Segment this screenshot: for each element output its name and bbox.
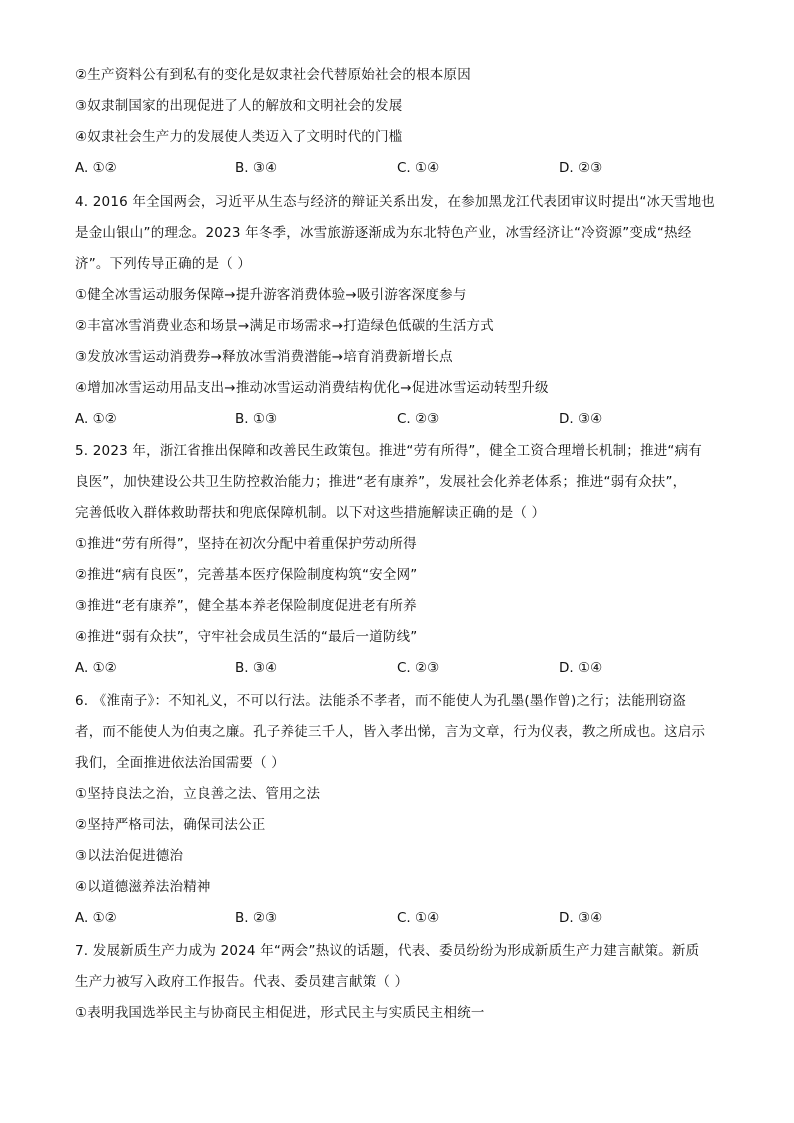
q3-option-d[interactable]: D. ②③ bbox=[559, 160, 603, 176]
q3-option-b[interactable]: B. ③④ bbox=[235, 160, 278, 176]
q5-stem-line-3: 完善低收入群体救助帮扶和兜底保障机制。以下对这些措施解读正确的是（ ） bbox=[75, 505, 546, 521]
q5-option-a[interactable]: A. ①② bbox=[75, 660, 117, 676]
q3-options bbox=[75, 159, 725, 177]
q3-statement-3: ③奴隶制国家的出现促进了人的解放和文明社会的发展 bbox=[75, 98, 403, 114]
q6-stem-line-2: 者，而不能使人为伯夷之廉。孔子养徒三千人，皆入孝出悌，言为文章，行为仪表，教之所成也。这启示 bbox=[75, 724, 706, 740]
q4-statement-1: ①健全冰雪运动服务保障→提升游客消费体验→吸引游客深度参与 bbox=[75, 287, 467, 303]
q5-statement-2: ②推进“病有良医”，完善基本医疗保险制度构筑“安全网” bbox=[75, 567, 418, 583]
q3-statement-4: ④奴隶社会生产力的发展使人类迈入了文明时代的门槛 bbox=[75, 129, 403, 145]
q3-statement-2: ②生产资料公有到私有的变化是奴隶社会代替原始社会的根本原因 bbox=[75, 67, 471, 83]
q5-statement-4: ④推进“弱有众扶”，守牢社会成员生活的“最后一道防线” bbox=[75, 629, 418, 645]
q6-option-a[interactable]: A. ①② bbox=[75, 910, 117, 926]
q7-stem-line-2: 生产力被写入政府工作报告。代表、委员建言献策（ ） bbox=[75, 974, 409, 990]
q5-option-d[interactable]: D. ①④ bbox=[559, 660, 603, 676]
q4-option-a[interactable]: A. ①② bbox=[75, 411, 117, 427]
q6-statement-4: ④以道德滋养法治精神 bbox=[75, 879, 211, 895]
q6-option-b[interactable]: B. ②③ bbox=[235, 910, 278, 926]
q6-option-d[interactable]: D. ③④ bbox=[559, 910, 603, 926]
q6-options bbox=[75, 909, 725, 927]
q6-statement-2: ②坚持严格司法，确保司法公正 bbox=[75, 817, 266, 833]
q5-statement-1: ①推进“劳有所得”，坚持在初次分配中着重保护劳动所得 bbox=[75, 536, 417, 552]
q4-statement-3: ③发放冰雪运动消费券→释放冰雪消费潜能→培育消费新增长点 bbox=[75, 349, 453, 365]
q5-stem-line-2: 良医”，加快建设公共卫生防控救治能力；推进“老有康养”，发展社会化养老体系；推进“弱有众扶”， bbox=[75, 474, 687, 490]
q6-statement-1: ①坚持良法之治，立良善之法、管用之法 bbox=[75, 786, 321, 802]
q5-statement-3: ③推进“老有康养”，健全基本养老保险制度促进老有所养 bbox=[75, 598, 417, 614]
q4-option-c[interactable]: C. ②③ bbox=[397, 411, 440, 427]
q7-stem-line-1: 7. 发展新质生产力成为 2024 年“两会”热议的话题，代表、委员纷纷为形成新质生产力建言献策。新质 bbox=[75, 943, 700, 959]
q5-stem-line-1: 5. 2023 年，浙江省推出保障和改善民生政策包。推进“劳有所得”，健全工资合理增长机制；推进“病有 bbox=[75, 443, 702, 459]
q6-statement-3: ③以法治促进德治 bbox=[75, 848, 184, 864]
q4-statement-4: ④增加冰雪运动用品支出→推动冰雪运动消费结构优化→促进冰雪运动转型升级 bbox=[75, 380, 549, 396]
q6-stem-line-1: 6. 《淮南子》：不知礼义，不可以行法。法能杀不孝者，而不能使人为孔墨(墨作曾)之行；法能刑窃盗 bbox=[75, 693, 687, 709]
q4-stem-line-3: 济”。下列传导正确的是（ ） bbox=[75, 256, 252, 272]
q5-option-b[interactable]: B. ③④ bbox=[235, 660, 278, 676]
q4-stem-line-2: 是金山银山”的理念。2023 年冬季，冰雪旅游逐渐成为东北特色产业，冰雪经济让“冷资源”变成“热经 bbox=[75, 225, 692, 241]
q5-option-c[interactable]: C. ②③ bbox=[397, 660, 440, 676]
q7-statement-1: ①表明我国选举民主与协商民主相促进，形式民主与实质民主相统一 bbox=[75, 1005, 485, 1021]
q3-option-c[interactable]: C. ①④ bbox=[397, 160, 440, 176]
q5-options bbox=[75, 659, 725, 677]
q3-option-a[interactable]: A. ①② bbox=[75, 160, 117, 176]
q4-option-b[interactable]: B. ①③ bbox=[235, 411, 278, 427]
q6-option-c[interactable]: C. ①④ bbox=[397, 910, 440, 926]
q4-option-d[interactable]: D. ③④ bbox=[559, 411, 603, 427]
q6-stem-line-3: 我们，全面推进依法治国需要（ ） bbox=[75, 755, 285, 771]
q4-stem-line-1: 4. 2016 年全国两会，习近平从生态与经济的辩证关系出发，在参加黑龙江代表团审议时提出“冰天雪地也 bbox=[75, 194, 716, 210]
q4-options bbox=[75, 410, 725, 428]
q4-statement-2: ②丰富冰雪消费业态和场景→满足市场需求→打造绿色低碳的生活方式 bbox=[75, 318, 494, 334]
